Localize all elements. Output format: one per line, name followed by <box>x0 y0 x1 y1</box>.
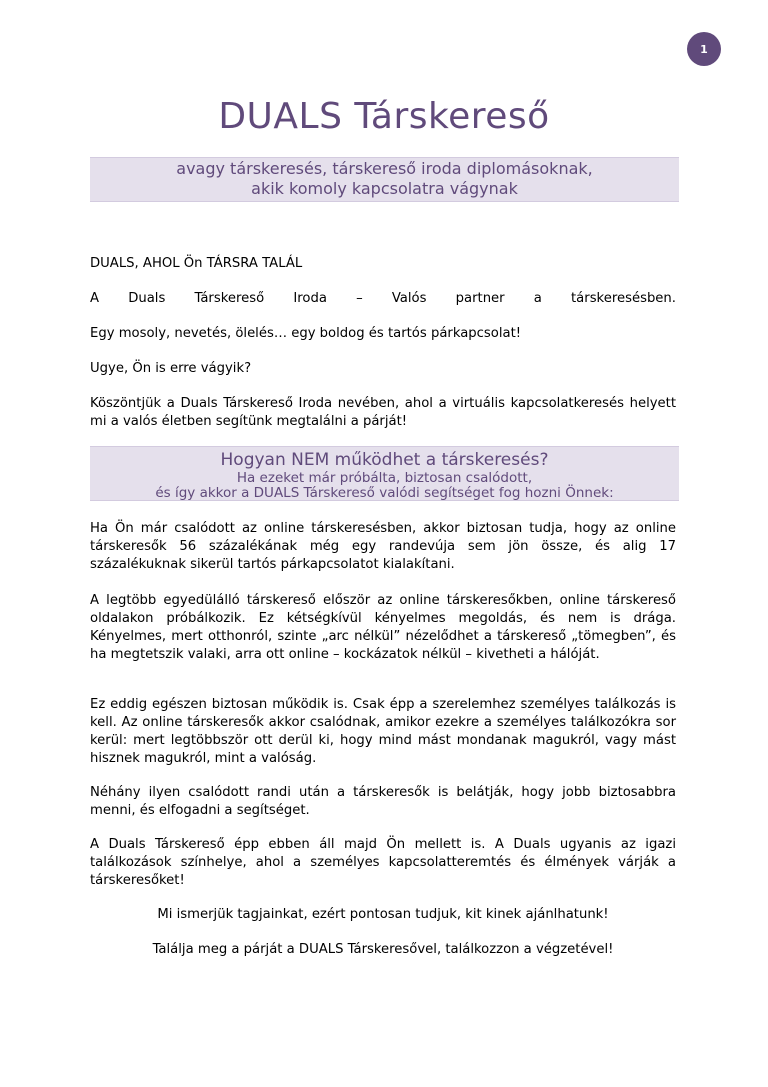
tagline-word: társkeresésben. <box>571 291 676 306</box>
tagline-word: a <box>533 291 542 306</box>
tagline-word: – <box>356 291 363 306</box>
subtitle-box <box>90 157 679 202</box>
closing-line-2: Találja meg a párját a DUALS Társkeresővel, találkozzon a végzetével! <box>152 942 614 957</box>
intro-paragraph-1: Egy mosoly, nevetés, ölelés… egy boldog és tartós párkapcsolat! <box>90 326 522 341</box>
subtitle-line-2: akik komoly kapcsolatra vágynak <box>251 179 518 198</box>
body-paragraph-1: Ha Ön már csalódott az online társkeresésben, akkor biztosan tudja, hogy az online társkeresők 56 százalékának még egy randevúja sem jön össze, és alig 17 százalékuknak sikerül tartós párkapcsolatot kialakítani. <box>90 521 676 572</box>
body-paragraph-2: A legtöbb egyedülálló társkereső először az online társkeresőkben, online társkereső oldalakon próbálkozik. Ez kétségkívül kényelmes megoldás, és nem is drága. Kényelmes, mert otthonról, szinte „arc nélkül” nézelődhet a társkereső „tömegben”, és ha megtetszik valaki, arra ott online – kockázatok nélkül – kivetheti a hálóját. <box>90 593 676 662</box>
section-subtitle-2: és így akkor a DUALS Társkereső valódi segítséget fog hozni Önnek: <box>155 485 614 501</box>
tagline-word: Valós <box>391 291 427 306</box>
tagline-word: partner <box>455 291 505 306</box>
tagline-word: Iroda <box>293 291 327 306</box>
intro-paragraph-2: Ugye, Ön is erre vágyik? <box>90 361 252 376</box>
intro-tagline <box>90 290 676 308</box>
body-paragraph-5: A Duals Társkereső épp ebben áll majd Ön mellett is. A Duals ugyanis az igazi találkozások színhelye, ahol a személyes kapcsolatteremtés és élmények várják a társkeresőket! <box>90 837 676 888</box>
tagline-word: A <box>90 291 100 306</box>
intro-paragraph-3: Köszöntjük a Duals Társkereső Iroda nevében, ahol a virtuális kapcsolatkeresés helyett mi a valós életben segítünk megtalálni a párját! <box>90 396 676 429</box>
section-subtitle-1: Ha ezeket már próbálta, biztosan csalódott, <box>236 470 533 486</box>
body-paragraph-4: Néhány ilyen csalódott randi után a társkeresők is belátják, hogy jobb biztosabbra menni, és elfogadni a segítséget. <box>90 785 676 818</box>
tagline-word: Duals <box>128 291 166 306</box>
subtitle-line-1: avagy társkeresés, társkereső iroda diplomásoknak, <box>176 159 593 178</box>
tagline-word: Társkereső <box>194 291 265 306</box>
page-number-badge: 1 <box>687 32 721 66</box>
document-title: DUALS Társkereső <box>218 96 550 137</box>
intro-heading: DUALS, AHOL Ön TÁRSRA TALÁL <box>90 256 303 271</box>
section-heading-box <box>90 446 679 501</box>
body-paragraph-3: Ez eddig egészen biztosan működik is. Csak épp a szerelemhez személyes találkozás is kell. Az online társkeresők akkor csalódnak, amikor ezekre a személyes találkozókra sor kerül: mert legtöbbször ott derül ki, hogy mind mást mondanak magukról, vagy mást hisznek magukról, mint a valóság. <box>90 697 676 766</box>
closing-line-1: Mi ismerjük tagjainkat, ezért pontosan tudjuk, kit kinek ajánlhatunk! <box>157 907 609 922</box>
section-title: Hogyan NEM működhet a társkeresés? <box>220 450 549 470</box>
